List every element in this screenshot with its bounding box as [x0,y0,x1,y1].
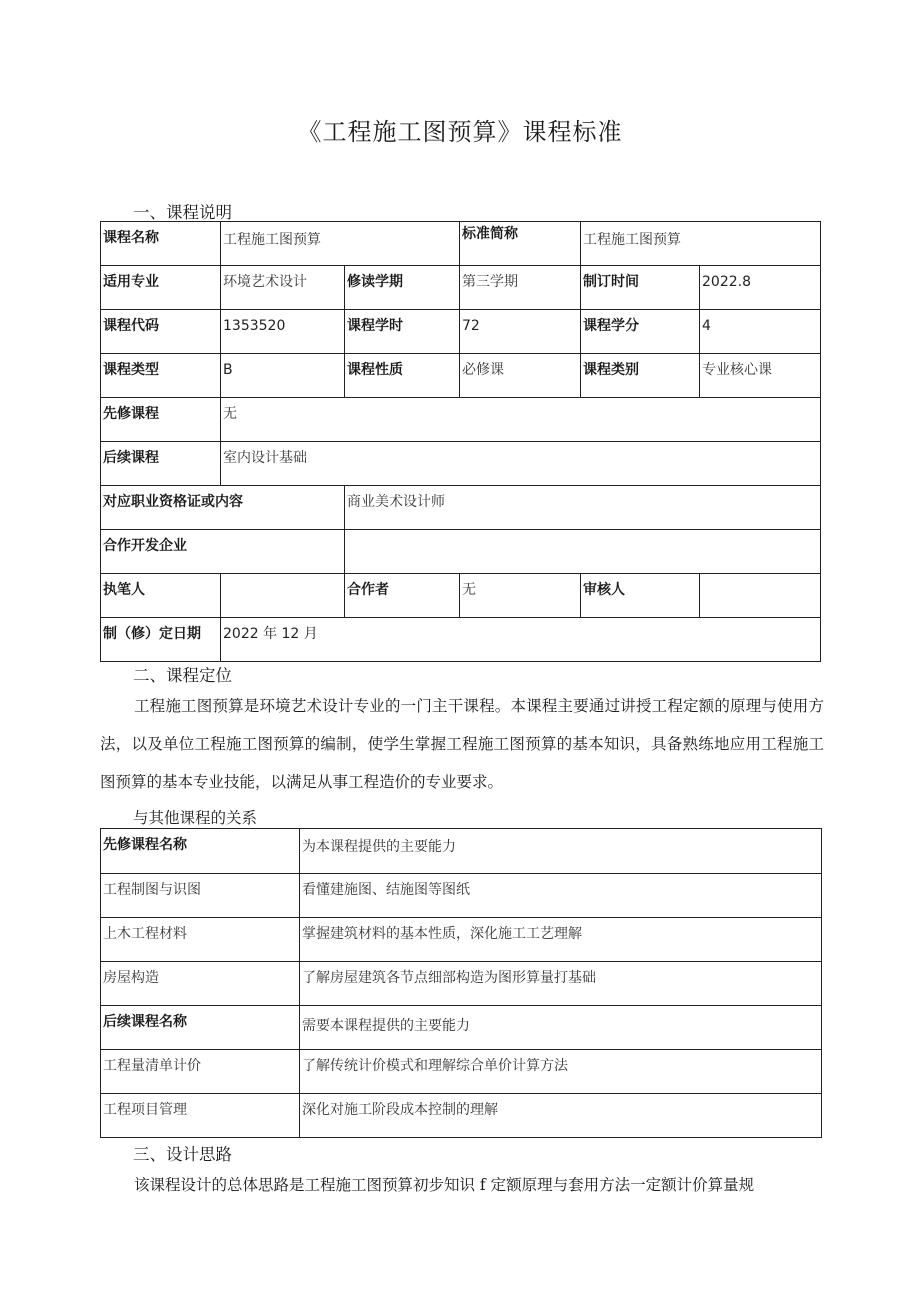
course-positioning-paragraph: 工程施工图预算是环境艺术设计专业的一门主干课程。本课程主要通过讲授工程定额的原理与使用方法，以及单位工程施工图预算的编制，使学生掌握工程施工图预算的基本知识，具备熟练地应用工程施工图预算的基本专业技能，以满足从事工程造价的专业要求。 [100,697,824,791]
course-credits-label: 课程学分 [581,310,700,354]
relation-ability-cell: 为本课程提供的主要能力 [300,829,822,874]
relation-course-cell: 房屋构造 [101,962,300,1006]
revision-date-value: 2022 年 12 月 [221,618,821,662]
course-relation-table [100,828,822,1138]
table-row [101,1006,822,1050]
table-row [101,1050,822,1094]
table-row [101,918,822,962]
course-nature-value: 必修课 [460,354,581,398]
relation-ability-cell: 掌握建筑材料的基本性质，深化施工工艺理解 [300,918,822,962]
table-row [101,874,822,918]
semester-value: 第三学期 [460,266,581,310]
relation-course-cell: 上木工程材料 [101,918,300,962]
major-label: 适用专业 [101,266,221,310]
course-nature-label: 课程性质 [345,354,460,398]
coauthor-label: 合作者 [345,574,460,618]
course-hours-value: 72 [460,310,581,354]
short-name-label: 标准简称 [460,222,581,266]
relation-ability-cell: 需要本课程提供的主要能力 [300,1006,822,1050]
relation-course-cell: 后续课程名称 [101,1006,300,1050]
revision-date-label: 制（修）定日期 [101,618,221,662]
date-made-value: 2022.8 [700,266,821,310]
table-row [101,829,822,874]
course-type-value: B [221,354,345,398]
relation-course-cell: 工程量清单计价 [101,1050,300,1094]
course-code-label: 课程代码 [101,310,221,354]
major-value: 环境艺术设计 [221,266,345,310]
relation-heading: 与其他课程的关系 [133,809,258,827]
author-label: 执笔人 [101,574,221,618]
section-heading-course-description: 一、课程说明 [133,203,232,222]
table-row [101,962,822,1006]
course-category-label: 课程类别 [581,354,700,398]
relation-ability-cell: 了解传统计价模式和理解综合单价计算方法 [300,1050,822,1094]
relation-ability-cell: 了解房屋建筑各节点细部构造为图形算量打基础 [300,962,822,1006]
section-heading-course-positioning: 二、课程定位 [133,666,232,685]
prerequisite-label: 先修课程 [101,398,221,442]
partner-company-value [345,530,821,574]
partner-company-label: 合作开发企业 [101,530,345,574]
coauthor-value: 无 [460,574,581,618]
course-info-table [100,221,821,662]
semester-label: 修读学期 [345,266,460,310]
relation-course-cell: 工程制图与识图 [101,874,300,918]
certification-label: 对应职业资格证或内容 [101,486,345,530]
course-category-value: 专业核心课 [700,354,821,398]
relation-ability-cell: 深化对施工阶段成本控制的理解 [300,1094,822,1138]
course-credits-value: 4 [700,310,821,354]
table-row [101,1094,822,1138]
section-heading-design-approach: 三、设计思路 [133,1145,232,1164]
course-hours-label: 课程学时 [345,310,460,354]
relation-ability-cell: 看懂建施图、结施图等图纸 [300,874,822,918]
certification-value: 商业美术设计师 [345,486,821,530]
prerequisite-value: 无 [221,398,821,442]
relation-course-cell: 先修课程名称 [101,829,300,874]
course-code-value: 1353520 [221,310,345,354]
date-made-label: 制订时间 [581,266,700,310]
author-value [221,574,345,618]
reviewer-value [700,574,821,618]
course-name-value: 工程施工图预算 [221,222,460,266]
design-approach-paragraph: 该课程设计的总体思路是工程施工图预算初步知识 f 定额原理与套用方法一定额计价算量规 [134,1176,755,1194]
document-title: 《工程施工图预算》课程标准 [297,118,623,146]
followup-value: 室内设计基础 [221,442,821,486]
course-name-label: 课程名称 [101,222,221,266]
reviewer-label: 审核人 [581,574,700,618]
short-name-value: 工程施工图预算 [581,222,821,266]
relation-course-cell: 工程项目管理 [101,1094,300,1138]
course-type-label: 课程类型 [101,354,221,398]
followup-label: 后续课程 [101,442,221,486]
